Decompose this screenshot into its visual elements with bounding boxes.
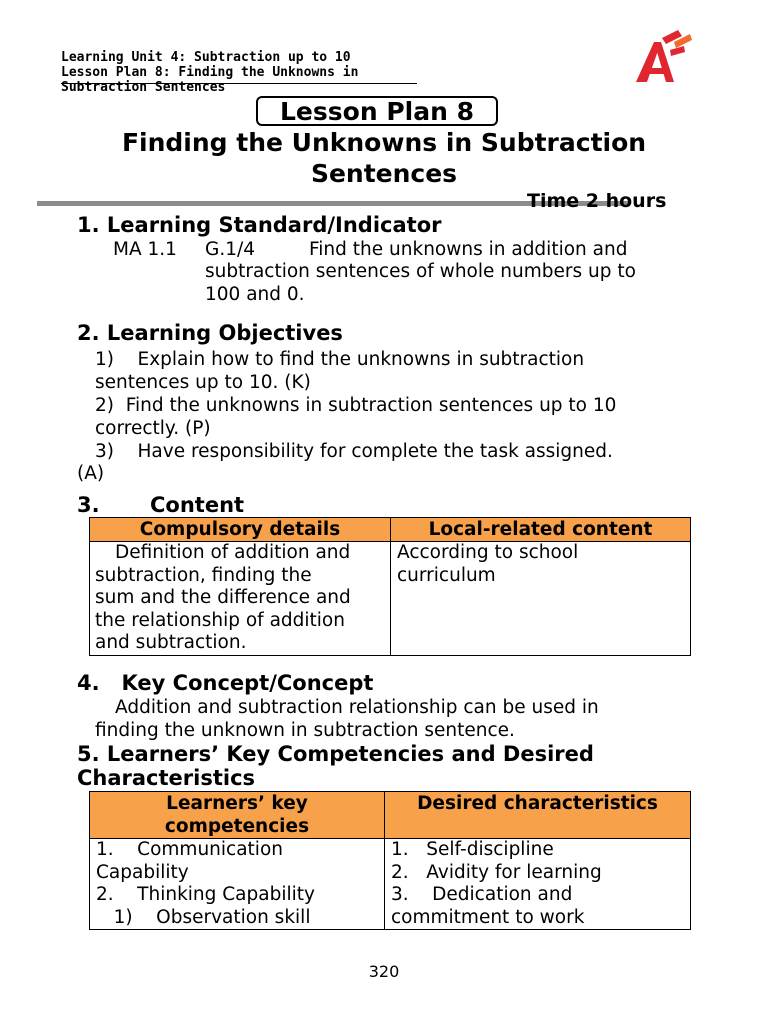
competencies-col-key-line-2: competencies [164, 816, 310, 837]
competency-line-3: 2. Thinking Capability [96, 884, 315, 905]
competency-line-4: 1) Observation skill [96, 906, 311, 928]
objective-1-line-2: sentences up to 10. (K) [95, 372, 311, 393]
time-label: Time 2 hours [527, 190, 667, 212]
objective-1-line-1: 1) Explain how to find the unknowns in subtraction [95, 349, 585, 370]
characteristic-line-1: 1. Self-discipline [391, 839, 554, 860]
indicator-line-2: subtraction sentences of whole numbers up to [205, 261, 636, 282]
standard-code: MA 1.1 [113, 239, 177, 260]
competencies-table [89, 791, 691, 930]
compulsory-line-2: subtraction, finding the [95, 564, 312, 586]
characteristic-line-4: commitment to work [391, 906, 585, 928]
indicator-line-1: Find the unknowns in addition and [309, 239, 628, 260]
competency-line-1: 1. Communication [96, 839, 283, 860]
objective-2-line-2: correctly. (P) [95, 418, 211, 439]
section-3-heading: Content [150, 493, 245, 517]
characteristic-line-2: 2. Avidity for learning [391, 861, 602, 883]
characteristic-line-3: 3. Dedication and [391, 884, 573, 905]
local-line-1: According to school [397, 542, 579, 563]
running-header-line-2: Lesson Plan 8: Finding the Unknowns in [61, 65, 359, 80]
title-line-1: Finding the Unknowns in Subtraction [121, 128, 647, 157]
competencies-col-key [90, 792, 385, 839]
indicator-code: G.1/4 [205, 239, 255, 260]
key-competencies-cell [90, 839, 385, 930]
objective-2-line-1: 2) Find the unknowns in subtraction sentences up to 10 [95, 395, 617, 416]
content-table [89, 517, 691, 656]
content-col-local: Local-related content [391, 518, 691, 542]
page-number: 320 [368, 962, 400, 981]
indicator-line-3: 100 and 0. [205, 284, 305, 305]
lesson-label: Lesson Plan 8 [280, 97, 474, 126]
title-line-2: Sentences [310, 159, 458, 188]
section-5-heading-line-2: Characteristics [77, 766, 256, 790]
section-3-number: 3. [77, 493, 100, 517]
competency-line-2: Capability [96, 861, 189, 883]
section-5-heading-line-1: 5. Learners’ Key Competencies and Desired [77, 742, 594, 766]
objective-3-line-1: 3) Have responsibility for complete the task assigned. [95, 441, 613, 462]
compulsory-line-1: Definition of addition and [115, 542, 351, 563]
competencies-col-desired: Desired characteristics [385, 792, 691, 839]
stacked-a-logo-icon [630, 28, 696, 86]
key-concept-line-2: finding the unknown in subtraction sentence. [95, 720, 515, 741]
content-col-compulsory: Compulsory details [90, 518, 391, 542]
desired-characteristics-cell [385, 839, 691, 930]
compulsory-line-3: sum and the difference and [95, 587, 351, 608]
key-concept-line-1: Addition and subtraction relationship can be used in [115, 697, 599, 718]
running-header-line-1: Learning Unit 4: Subtraction up to 10 [61, 50, 351, 65]
running-header-line-3: Subtraction Sentences [61, 80, 226, 95]
compulsory-line-5: and subtraction. [95, 632, 247, 653]
objective-3-line-2: (A) [77, 463, 105, 484]
compulsory-cell [90, 542, 391, 656]
section-4-heading: 4. Key Concept/Concept [77, 671, 374, 695]
local-cell [391, 542, 691, 656]
competencies-col-key-line-1: Learners’ key [166, 793, 308, 814]
compulsory-line-4: the relationship of addition [95, 609, 345, 631]
section-1-heading: 1. Learning Standard/Indicator [77, 213, 442, 237]
section-2-heading: 2. Learning Objectives [77, 321, 343, 345]
local-line-2: curriculum [397, 564, 496, 586]
